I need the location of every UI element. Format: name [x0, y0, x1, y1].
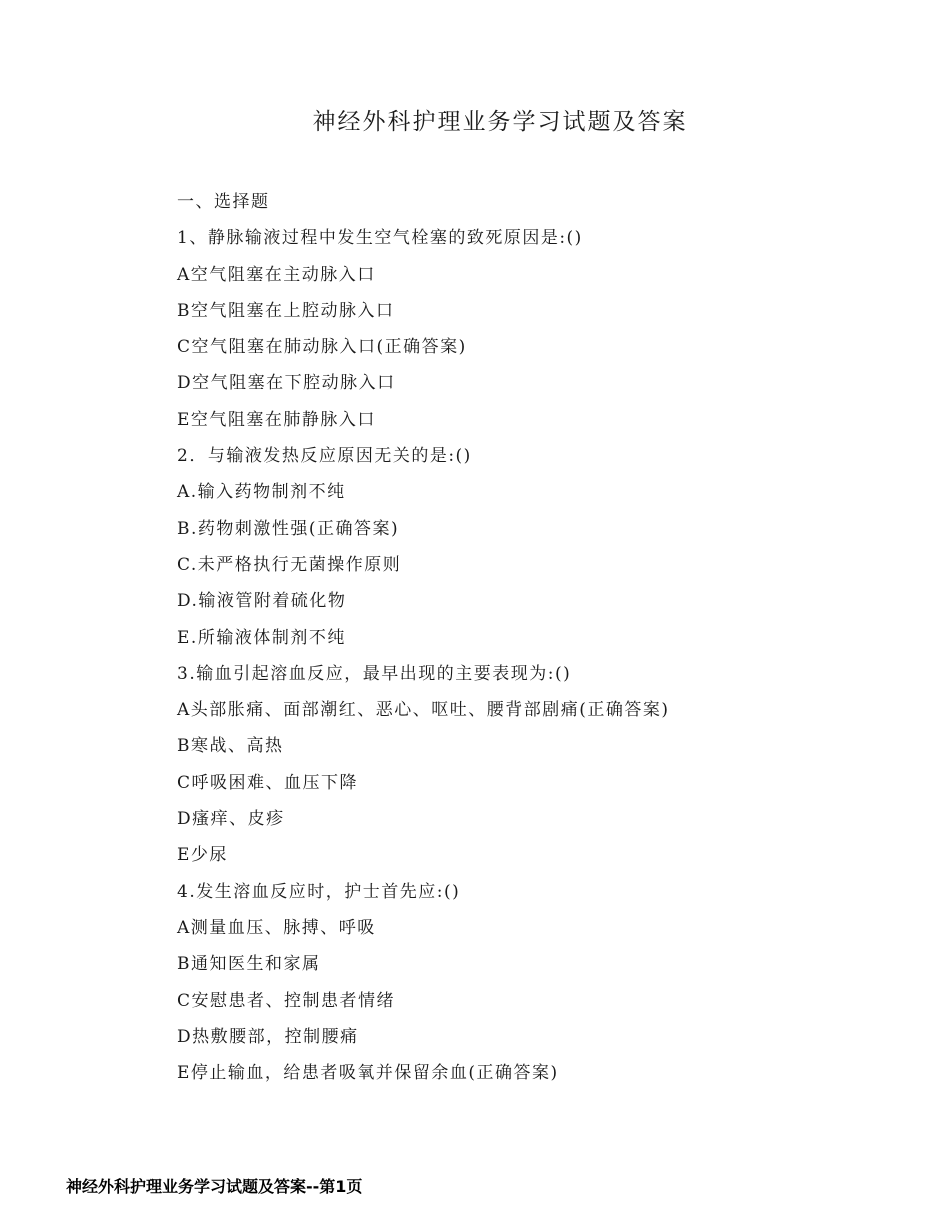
question-2-option-a: A.输入药物制剂不纯: [177, 482, 346, 503]
question-1-option-b: B空气阻塞在上腔动脉入口: [177, 300, 395, 321]
question-2: 2．与输液发热反应原因无关的是:(): [177, 446, 472, 467]
question-2-option-d: D.输液管附着硫化物: [177, 591, 347, 612]
question-1-option-c: C空气阻塞在肺动脉入口(正确答案): [177, 337, 467, 358]
question-2-option-b: B.药物刺激性强(正确答案): [177, 518, 400, 539]
question-4-option-e: E停止输血，给患者吸氧并保留余血(正确答案): [177, 1063, 559, 1084]
question-1-option-e: E空气阻塞在肺静脉入口: [177, 409, 376, 430]
page-footer: 神经外科护理业务学习试题及答案--第1页: [66, 1177, 363, 1196]
document-title: 神经外科护理业务学习试题及答案: [312, 109, 688, 135]
question-4-option-a: A测量血压、脉搏、呼吸: [177, 917, 376, 938]
question-3-option-b: B寒战、高热: [177, 736, 284, 757]
question-1-option-d: D空气阻塞在下腔动脉入口: [177, 373, 396, 394]
question-3-option-c: C呼吸困难、血压下降: [177, 772, 359, 793]
question-3-option-d: D瘙痒、皮疹: [177, 809, 285, 830]
question-2-option-e: E.所输液体制剂不纯: [177, 627, 346, 648]
question-3-option-a: A头部胀痛、面部潮红、恶心、呕吐、腰背部剧痛(正确答案): [177, 700, 670, 721]
question-list: [177, 184, 897, 1091]
question-4: 4.发生溶血反应时，护士首先应:(): [177, 881, 461, 902]
question-1-option-a: A空气阻塞在主动脉入口: [177, 264, 376, 285]
question-3-option-e: E少尿: [177, 845, 228, 866]
question-4-option-b: B通知医生和家属: [177, 954, 321, 975]
question-4-option-d: D热敷腰部，控制腰痛: [177, 1026, 359, 1047]
question-2-option-c: C.未严格执行无菌操作原则: [177, 554, 402, 575]
question-4-option-c: C安慰患者、控制患者情绪: [177, 990, 396, 1011]
section-heading: 一、选择题: [177, 192, 270, 212]
question-1: 1、静脉输液过程中发生空气栓塞的致死原因是:(): [177, 228, 583, 249]
question-3: 3.输血引起溶血反应，最早出现的主要表现为:(): [177, 663, 572, 684]
